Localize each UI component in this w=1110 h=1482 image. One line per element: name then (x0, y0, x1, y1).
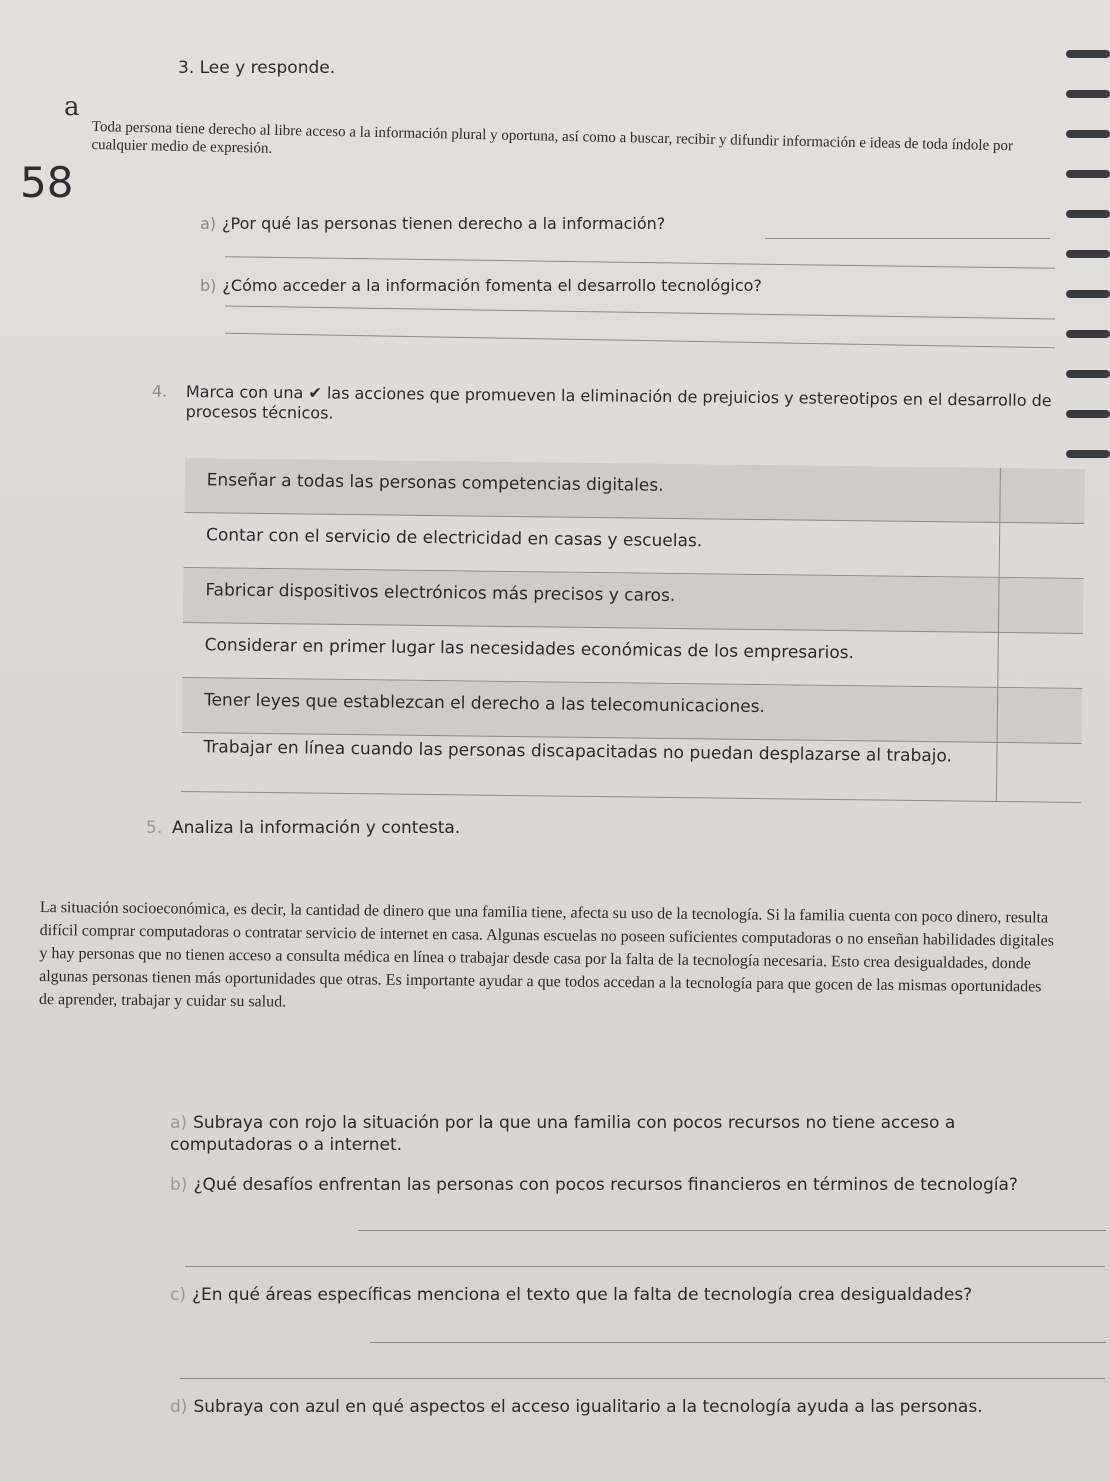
exercise-5-number: 5. (146, 818, 163, 838)
checklist-item: Enseñar a todas las personas competencias digitales. (206, 470, 664, 496)
question-5c-letter: c) (170, 1285, 186, 1305)
exercise-5-reading: La situación socioeconómica, es decir, la cantidad de dinero que una familia tiene, afecta su uso de la tecnología. Si la familia cuenta con poco dinero, resulta difícil comprar computadoras o contratar servicio de internet en casa. Algunas escuelas no poseen suficientes computadoras o no enseñan habilidades digitales y hay personas que no tienen acceso a consulta médica en línea o trabajar desde casa por la falta de la tecnología necesaria. Esto crea desigualdades, donde algunas personas tienen más oportunidades que otras. Es importante ayudar a que todos accedan a la tecnología para que gocen de las mismas oportunidades de aprender, trabajar y cuidar su salud. (38, 898, 1055, 1011)
exercise-5-text: Analiza la información y contesta. (172, 818, 461, 838)
answer-line[interactable] (358, 1230, 1106, 1231)
question-3b (200, 276, 762, 295)
check-box[interactable] (998, 578, 1082, 633)
checklist-item: Fabricar dispositivos electrónicos más precisos y caros. (205, 580, 676, 606)
handwritten-a: a (64, 92, 80, 122)
exercise-5-instruction (146, 818, 461, 838)
exercise-3-heading: 3. Lee y responde. (178, 58, 336, 78)
question-5d (170, 1396, 1050, 1418)
check-box[interactable] (999, 523, 1083, 578)
exercise-4-instruction (151, 381, 1066, 431)
exercise-4-number: 4. (151, 381, 168, 401)
question-3a (200, 214, 665, 233)
checklist-row (181, 733, 1082, 803)
check-box[interactable] (999, 468, 1083, 523)
answer-line[interactable] (185, 1266, 1105, 1267)
question-5c (170, 1284, 1050, 1306)
handwritten-58: 58 (20, 158, 74, 207)
question-3a-text: ¿Por qué las personas tienen derecho a la información? (222, 214, 666, 233)
answer-line[interactable] (225, 305, 1055, 319)
actions-checklist (181, 458, 1085, 803)
question-5b-text: ¿Qué desafíos enfrentan las personas con pocos recursos financieros en términos de tecnología? (193, 1175, 1018, 1195)
answer-line[interactable] (225, 333, 1055, 348)
answer-line[interactable] (765, 238, 1050, 239)
question-3b-text: ¿Cómo acceder a la información fomenta el desarrollo tecnológico? (222, 276, 762, 295)
question-5b-letter: b) (170, 1175, 188, 1195)
question-3a-letter: a) (200, 214, 217, 233)
checklist-item: Considerar en primer lugar las necesidades económicas de los empresarios. (204, 635, 855, 664)
question-3b-letter: b) (200, 276, 217, 295)
question-5d-letter: d) (170, 1397, 188, 1417)
question-5a-text: Subraya con rojo la situación por la que una familia con pocos recursos no tiene acceso a computadoras o a internet. (170, 1113, 956, 1155)
question-5b (170, 1174, 1050, 1196)
check-box[interactable] (997, 633, 1081, 688)
answer-line[interactable] (225, 256, 1055, 269)
question-5a (170, 1112, 1050, 1156)
answer-line[interactable] (180, 1378, 1105, 1379)
check-box[interactable] (996, 743, 1080, 802)
checklist-item: Contar con el servicio de electricidad en casas y escuelas. (205, 525, 703, 552)
exercise-4-text: Marca con una ✔ las acciones que promueven la eliminación de prejuicios y estereotipos en el desarrollo de procesos técnicos. (185, 382, 1052, 423)
checklist-item: Tener leyes que establezcan el derecho a las telecomunicaciones. (203, 690, 766, 718)
question-5a-letter: a) (170, 1113, 188, 1133)
question-5c-text: ¿En qué áreas específicas menciona el texto que la falta de tecnología crea desigualdades? (191, 1285, 973, 1305)
checklist-item: Trabajar en línea cuando las personas discapacitadas no puedan desplazarse al trabajo. (203, 737, 953, 767)
exercise-3-quote: Toda persona tiene derecho al libre acceso a la información plural y oportuna, así como a buscar, recibir y difundir información e ideas de toda índole por cualquier medio de expresión. (91, 118, 1014, 157)
check-box[interactable] (997, 688, 1081, 743)
answer-line[interactable] (370, 1342, 1106, 1343)
question-5d-text: Subraya con azul en qué aspectos el acceso igualitario a la tecnología ayuda a las personas. (193, 1397, 983, 1417)
